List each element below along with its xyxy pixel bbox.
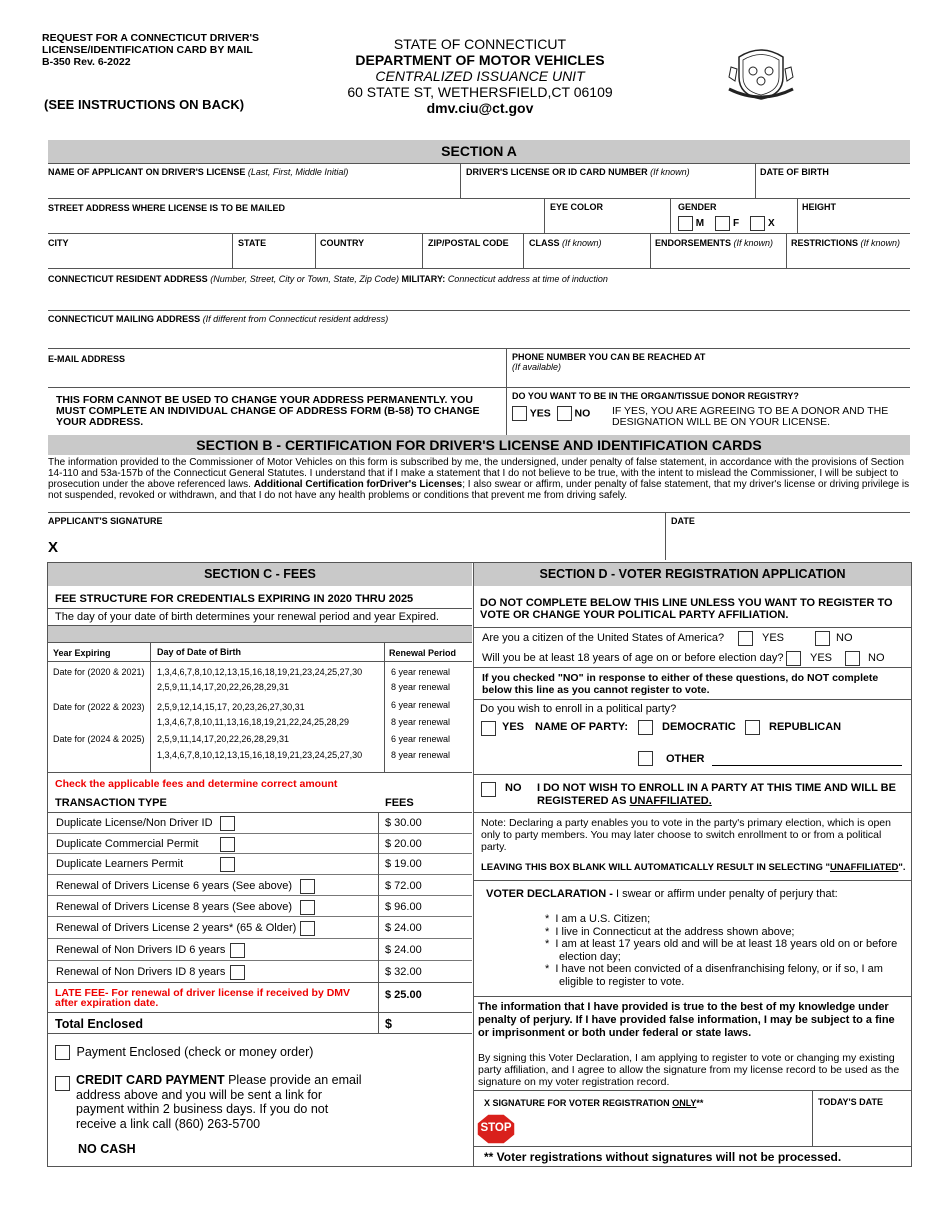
age-yes-checkbox[interactable] [786, 651, 801, 666]
renewal-2yr-checkbox[interactable] [300, 921, 315, 936]
late-fee-amount: $ 25.00 [385, 989, 422, 1001]
mailing-address-field[interactable] [48, 326, 908, 347]
duplicate-learners-checkbox[interactable] [220, 857, 235, 872]
transaction-row [48, 916, 472, 938]
duplicate-commercial-checkbox[interactable] [220, 837, 235, 852]
col-year-expiring: Year Expiring [53, 648, 111, 658]
transaction-name: Duplicate License/Non Driver ID [56, 817, 213, 829]
agency-state: STATE OF CONNECTICUT [393, 36, 567, 52]
height-label: HEIGHT [802, 202, 837, 212]
period-row: 8 year renewal [391, 750, 451, 760]
republican-label: REPUBLICAN [769, 721, 842, 733]
citizen-yes-label: YES [762, 632, 785, 644]
agency-department: DEPARTMENT OF MOTOR VEHICLES [355, 52, 605, 68]
signature-date-field[interactable] [668, 528, 908, 558]
form-title-line-1: REQUEST FOR A CONNECTICUT DRIVER'S [42, 32, 259, 44]
transaction-fee: $ 30.00 [385, 817, 422, 829]
agency-header [330, 36, 630, 116]
voter-signature-label: X SIGNATURE FOR VOTER REGISTRATION ONLY** [484, 1098, 704, 1108]
party-question: Do you wish to enroll in a political party? [480, 703, 677, 715]
street-address-label: STREET ADDRESS WHERE LICENSE IS TO BE MAILED [48, 203, 286, 213]
agency-unit: CENTRALIZED ISSUANCE UNIT [375, 68, 585, 84]
days-row: 2,5,9,11,14,17,20,22,26,28,29,31 [157, 682, 289, 692]
voter-footer-note: ** Voter registrations without signatures will not be processed. [484, 1150, 842, 1164]
eye-color-field[interactable] [546, 213, 668, 232]
total-enclosed-field[interactable] [396, 1014, 470, 1032]
zip-label: ZIP/POSTAL CODE [428, 238, 509, 248]
renewal-6yr-checkbox[interactable] [300, 879, 315, 894]
section-c-header: SECTION C - FEES [48, 563, 472, 586]
form-number: B-350 Rev. 6-2022 [42, 56, 131, 68]
organ-donor-question: DO YOU WANT TO BE IN THE ORGAN/TISSUE DONOR REGISTRY? [512, 391, 799, 401]
organ-yes-checkbox[interactable] [512, 406, 527, 421]
section-d-header: SECTION D - VOTER REGISTRATION APPLICATION [474, 563, 911, 586]
address-change-warning: THIS FORM CANNOT BE USED TO CHANGE YOUR ADDRESS PERMANENTLY. YOU MUST COMPLETE AN INDIVIDUAL CHANGE OF ADDRESS FORM (B-58) TO CHANGE YOUR ADDRESS. [56, 394, 480, 428]
applicant-name-label: NAME OF APPLICANT ON DRIVER'S LICENSE (Last, First, Middle Initial) [48, 167, 349, 177]
transaction-row [48, 960, 472, 982]
city-label: CITY [48, 238, 69, 248]
transaction-type-header: TRANSACTION TYPE [55, 797, 167, 809]
transaction-name: Renewal of Non Drivers ID 8 years [56, 966, 226, 978]
organ-no-label: NO [574, 407, 591, 420]
payment-enclosed-option [55, 1045, 313, 1060]
signing-statement: By signing this Voter Declaration, I am applying to register to vote or changing my existing party affiliation, and I agree to allow the signature from my license record to be used as the signature on my voter registration record. [478, 1052, 900, 1088]
transaction-fee: $ 24.00 [385, 944, 422, 956]
gender-x-checkbox[interactable] [750, 216, 765, 231]
transaction-name: Renewal of Drivers License 2 years* (65 & Older) [56, 922, 297, 934]
age-question: Will you be at least 18 years of age on or before election day? [482, 652, 784, 664]
eye-color-label: EYE COLOR [550, 202, 604, 212]
class-label: CLASS (If known) [529, 238, 602, 248]
phone-field[interactable] [508, 376, 908, 386]
transaction-row [48, 938, 472, 960]
organ-no-checkbox[interactable] [557, 406, 572, 421]
party-yes-label: YES [502, 721, 525, 733]
voter-signature-field[interactable] [520, 1110, 808, 1144]
see-instructions: (SEE INSTRUCTIONS ON BACK) [44, 97, 245, 112]
transaction-fee: $ 20.00 [385, 838, 422, 850]
age-yes-label: YES [810, 652, 833, 664]
gender-m-label: M [695, 218, 705, 230]
organ-donor-options [512, 406, 590, 421]
transaction-row [48, 813, 472, 833]
citizen-yes-checkbox[interactable] [738, 631, 753, 646]
endorsements-label: ENDORSEMENTS (If known) [655, 238, 774, 248]
license-number-label: DRIVER'S LICENSE OR ID CARD NUMBER (If known) [466, 167, 690, 177]
other-party-label: OTHER [666, 753, 705, 765]
agency-address: 60 STATE ST, WETHERSFIELD,CT 06109 [347, 84, 613, 100]
bullet-item: * I am at least 17 years old and will be at least 18 years old on or before election day; [545, 938, 898, 963]
section-a-header: SECTION A [48, 140, 910, 163]
late-fee-note: LATE FEE- For renewal of driver license if received by DMV after expiration date. [55, 987, 351, 1009]
non-driver-8yr-checkbox[interactable] [230, 965, 245, 980]
unaffiliated-statement: I DO NOT WISH TO ENROLL IN A PARTY AT THIS TIME AND WILL BE REGISTERED AS UNAFFILIATED. [537, 782, 896, 807]
non-driver-6yr-checkbox[interactable] [230, 943, 245, 958]
state-label: STATE [238, 238, 267, 248]
age-no-checkbox[interactable] [845, 651, 860, 666]
credit-card-text: CREDIT CARD PAYMENT Please provide an email address above and you will be sent a link for payment within 2 business days. If you do not receive a link call (860) 263-5700 [76, 1073, 362, 1131]
resident-address-label: CONNECTICUT RESIDENT ADDRESS (Number, Street, City or Town, State, Zip Code) MILITARY: Connecticut address at time of induction [48, 274, 608, 284]
applicant-signature-label: APPLICANT'S SIGNATURE [48, 516, 163, 526]
name-of-party-label: NAME OF PARTY: [535, 721, 629, 733]
dob-label: DATE OF BIRTH [760, 167, 829, 177]
bullet-item: * I am a U.S. Citizen; [545, 913, 651, 925]
year-2020-2021: Date for (2020 & 2021) [53, 667, 145, 677]
voter-declaration: VOTER DECLARATION - I swear or affirm under penalty of perjury that: [486, 888, 838, 900]
other-party-checkbox[interactable] [638, 751, 653, 766]
email-label: E-MAIL ADDRESS [48, 354, 126, 364]
organ-donor-note: IF YES, YOU ARE AGREEING TO BE A DONOR AND THE DESIGNATION WILL BE ON YOUR LICENSE. [612, 405, 889, 428]
blank-box-note: LEAVING THIS BOX BLANK WILL AUTOMATICALLY RESULT IN SELECTING "UNAFFILIATED". [481, 862, 906, 873]
republican-checkbox[interactable] [745, 720, 760, 735]
payment-enclosed-checkbox[interactable] [55, 1045, 70, 1060]
declaration-bullets [545, 913, 905, 988]
citizen-no-label: NO [836, 632, 853, 644]
no-party-label: NO [505, 782, 522, 794]
transaction-name: Renewal of Drivers License 6 years (See above) [56, 880, 293, 892]
license-number-field[interactable] [462, 178, 752, 197]
transaction-row [48, 895, 472, 916]
transaction-name: Renewal of Drivers License 8 years (See above) [56, 901, 293, 913]
year-2022-2023: Date for (2022 & 2023) [53, 702, 145, 712]
class-field[interactable] [525, 249, 648, 267]
signature-date-label: DATE [671, 516, 695, 526]
col-day-of-birth: Day of Date of Birth [157, 647, 242, 657]
resident-address-field[interactable] [48, 286, 908, 309]
days-row: 2,5,9,12,14,15,17, 20,23,26,27,30,31 [157, 702, 305, 712]
col-renewal-period: Renewal Period [389, 648, 457, 658]
applicant-signature-field[interactable] [64, 530, 662, 558]
party-note: Note: Declaring a party enables you to vote in the party's primary election, which is open only to party members. You may later choose to switch enrollment to or from a political party. [481, 817, 891, 853]
fees-header: FEES [385, 797, 414, 809]
transaction-row [48, 874, 472, 895]
state-field[interactable] [234, 249, 313, 267]
period-row: 6 year renewal [391, 700, 451, 710]
no-party-checkbox[interactable] [481, 782, 496, 797]
form-title [42, 32, 342, 68]
email-field[interactable] [48, 366, 504, 386]
duplicate-license-checkbox[interactable] [220, 816, 235, 831]
agency-email: dmv.ciu@ct.gov [426, 100, 534, 116]
days-row: 1,3,4,6,7,8,10,12,13,15,16,18,19,21,23,24,25,27,30 [157, 667, 363, 677]
other-party-input[interactable] [712, 752, 902, 766]
city-field[interactable] [48, 249, 230, 267]
zip-field[interactable] [424, 249, 521, 267]
democratic-label: DEMOCRATIC [662, 721, 736, 733]
days-row: 2,5,9,11,14,17,20,22,26,28,29,31 [157, 734, 289, 744]
transaction-fee: $ 32.00 [385, 966, 422, 978]
fee-structure-title: FEE STRUCTURE FOR CREDENTIALS EXPIRING IN 2020 THRU 2025 [55, 593, 414, 605]
stop-text: STOP [480, 1122, 512, 1134]
state-seal-icon [725, 47, 797, 102]
days-row: 1,3,4,6,7,8,10,12,13,15,16,18,19,21,23,24,25,27,30 [157, 750, 363, 760]
payment-enclosed-label: Payment Enclosed (check or money order) [76, 1045, 314, 1059]
no-cash-note: NO CASH [78, 1142, 136, 1156]
citizen-no-checkbox[interactable] [815, 631, 830, 646]
signature-x: X [48, 539, 59, 556]
form-title-line-2: LICENSE/IDENTIFICATION CARD BY MAIL [42, 44, 253, 56]
gender-options [678, 216, 775, 231]
truth-statement: The information that I have provided is true to the best of my knowledge under penalty of perjury. If I have provided false information, I may be subject to a fine or imprisonment or both under federal or state laws. [478, 1001, 895, 1039]
democratic-checkbox[interactable] [638, 720, 653, 735]
period-row: 6 year renewal [391, 667, 451, 677]
total-enclosed-label: Total Enclosed [55, 1017, 143, 1031]
certification-text: The information provided to the Commissioner of Motor Vehicles on this form is subscribed by me, the undersigned, under penalty of false statement, in accordance with the provisions of Section 14-110 and 53a-157b of the Connecticut General Statutes. I understand that if I make a statement that I do not believe to be true, with the intent to mislead the Commissioner, I will be subject to prosecution under the above referenced laws. Additional Certification forDriver's Licenses; I also swear or affirm, under penalty of false statement, that my driver's license or driving privilege is not suspended, revoked or withdrawn, and that I do not have any health problems or conditions that prevent me from driving safely. [48, 457, 910, 501]
age-no-label: NO [868, 652, 885, 664]
bullet-item: * I live in Connecticut at the address shown above; [545, 925, 795, 938]
organ-yes-label: YES [529, 407, 551, 420]
restrictions-label: RESTRICTIONS (If known) [791, 238, 901, 248]
country-label: COUNTRY [320, 238, 365, 248]
gender-f-checkbox[interactable] [715, 216, 730, 231]
transaction-fee: $ 72.00 [385, 880, 422, 892]
party-yes-checkbox[interactable] [481, 721, 496, 736]
days-row: 1,3,4,6,7,8,10,11,13,16,18,19,21,22,24,25,28,29 [157, 717, 350, 727]
bullet-item: * I have not been convicted of a disenfranchising felony, or if so, I am eligible to register to vote. [545, 963, 883, 988]
citizen-question: Are you a citizen of the United States of America? [482, 632, 725, 644]
period-row: 6 year renewal [391, 734, 451, 744]
mailing-address-label: CONNECTICUT MAILING ADDRESS (If different from Connecticut resident address) [48, 314, 389, 324]
gender-f-label: F [733, 218, 740, 230]
transaction-fee: $ 19.00 [385, 858, 422, 870]
section-b-header: SECTION B - CERTIFICATION FOR DRIVER'S LICENSE AND IDENTIFICATION CARDS [48, 435, 910, 455]
fee-structure-note: The day of your date of birth determines your renewal period and year Expired. [55, 611, 439, 623]
transaction-fee: $ 24.00 [385, 922, 422, 934]
todays-date-field[interactable] [814, 1110, 909, 1144]
gender-x-label: X [768, 218, 775, 230]
transaction-name: Duplicate Commercial Permit [56, 838, 199, 850]
year-2024-2025: Date for (2024 & 2025) [53, 734, 145, 744]
country-field[interactable] [317, 249, 420, 267]
dob-field[interactable] [757, 178, 907, 197]
transaction-name: Duplicate Learners Permit [56, 858, 184, 870]
voter-warning: DO NOT COMPLETE BELOW THIS LINE UNLESS YOU WANT TO REGISTER TO VOTE OR CHANGE YOUR POLITICAL PARTY AFFILIATION. [480, 597, 893, 621]
endorsements-field[interactable] [652, 249, 784, 267]
transaction-fee: $ 96.00 [385, 901, 422, 913]
gender-label: GENDER [678, 202, 717, 212]
total-enclosed-symbol: $ [385, 1017, 392, 1031]
renewal-8yr-checkbox[interactable] [300, 900, 315, 915]
restrictions-field[interactable] [788, 249, 908, 267]
todays-date-label: TODAY'S DATE [818, 1097, 883, 1107]
transaction-row [48, 833, 472, 853]
period-row: 8 year renewal [391, 717, 451, 727]
applicant-name-field[interactable] [48, 178, 458, 197]
check-fees-note: Check the applicable fees and determine correct amount [55, 778, 338, 790]
gender-m-checkbox[interactable] [678, 216, 693, 231]
phone-label: PHONE NUMBER YOU CAN BE REACHED AT (If available) [512, 352, 706, 372]
not-eligible-note: If you checked "NO" in response to either of these questions, do NOT complete below this line as you cannot register to vote. [482, 672, 879, 696]
period-row: 8 year renewal [391, 682, 451, 692]
transaction-name: Renewal of Non Drivers ID 6 years [56, 944, 226, 956]
transaction-row [48, 853, 472, 874]
height-field[interactable] [799, 213, 907, 232]
street-address-field[interactable] [48, 213, 542, 232]
credit-card-checkbox[interactable] [55, 1076, 70, 1091]
